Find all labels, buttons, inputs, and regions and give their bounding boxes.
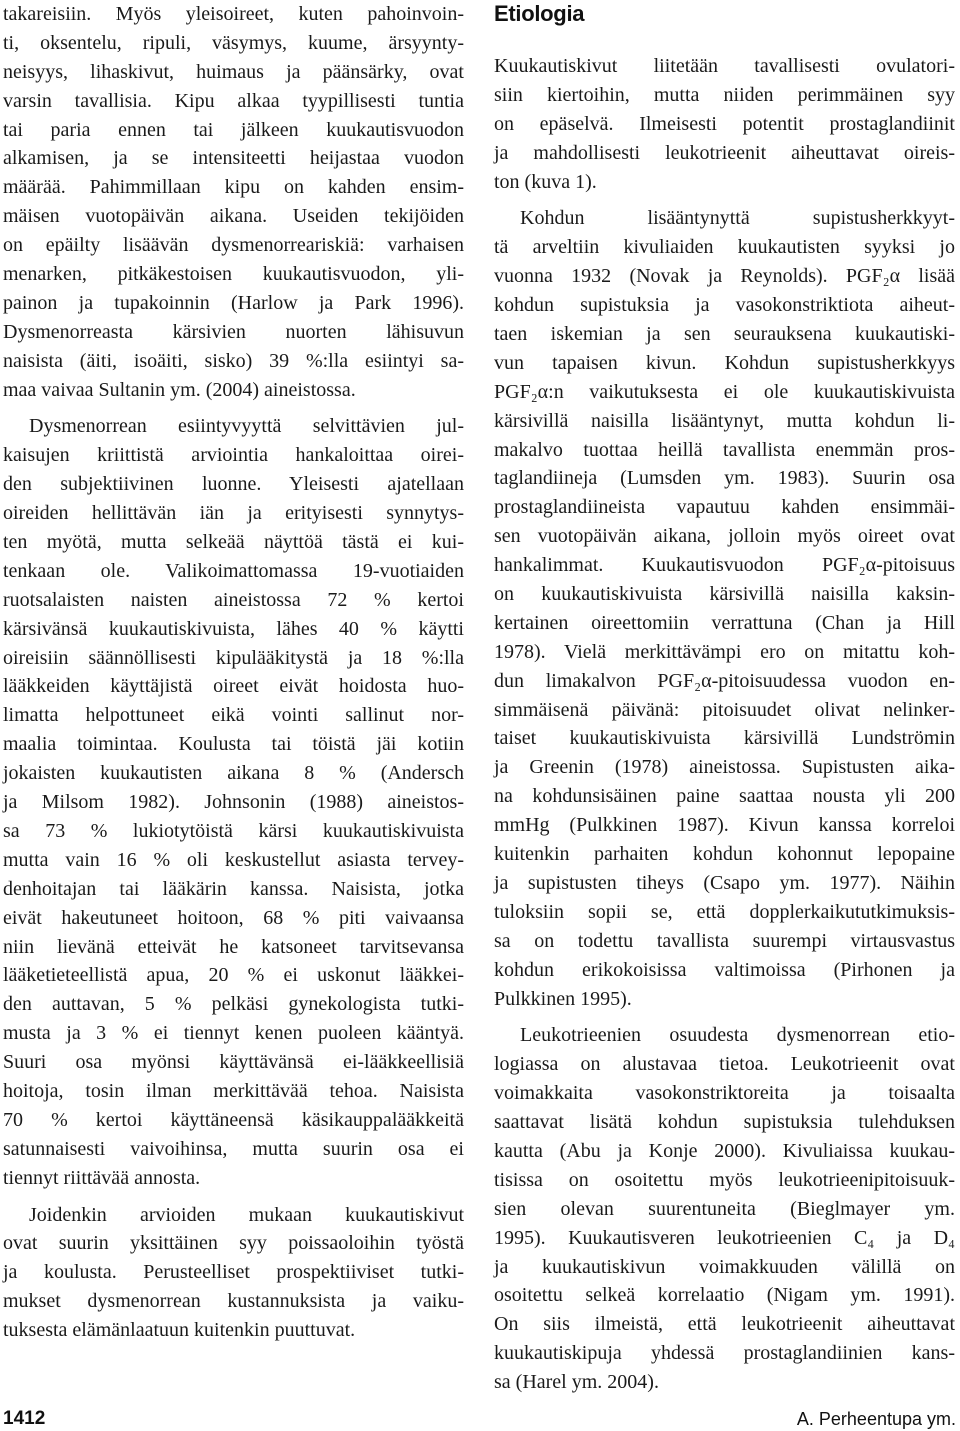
- text-line: PGF₂α:n vaikutuksesta ei ole kuukautiskivuista: [494, 380, 955, 403]
- text-line: määrää. Pahimmillaan kipu on kahden ensim-: [3, 176, 464, 199]
- text-line: lääkkeiden käyttäjistä oireet eivät hoidosta huo-: [3, 675, 464, 698]
- paragraph: [3, 1201, 464, 1345]
- text-line: siin kiertoihin, mutta niiden perimmäinen syy: [494, 83, 955, 106]
- text-line: mutta vain 16 % oli keskustellut asiasta tervey-: [3, 848, 464, 871]
- text-line: na kohdunsisäinen paine saattaa nousta yli 200: [494, 785, 955, 808]
- text-line: naisista (äiti, isoäiti, sisko) 39 %:lla esiintyi sa-: [3, 349, 464, 372]
- text-line: tiennyt riittävää annosta.: [3, 1166, 201, 1189]
- text-line: neisyys, lihaskivut, huimaus ja päänsärky, ovat: [3, 60, 464, 83]
- text-line: tuloksiin sopii se, että dopplerkaikututkimuksis-: [494, 900, 955, 923]
- text-line: Suuri osa myönsi käyttävänsä ei-lääkkeellisiä: [3, 1051, 464, 1074]
- paragraph: [3, 412, 464, 1192]
- text-line: oireisiin säännöllisesti kipulääkitystä ja 18 %:lla: [3, 646, 464, 669]
- text-line: sa (Harel ym. 2004).: [494, 1371, 659, 1394]
- text-line: mukset dysmenorrean kustannuksista ja vaiku-: [3, 1290, 464, 1313]
- text-line: satunnaisesti vaivoihinsa, mutta suurin osa ei: [3, 1137, 464, 1160]
- text-line: vun tapaisen kivun. Kohdun supistusherkkyys: [494, 351, 955, 374]
- text-line: menarken, pitkäkestoisen kuukautisvuodon, yli-: [3, 263, 464, 286]
- text-line: 70 % kertoi käyttäneensä käsikauppalääkkeitä: [3, 1108, 464, 1131]
- text-line: ovat suurin yksittäinen syy poissaoloihin työstä: [3, 1232, 464, 1255]
- text-line: logiassa on alustavaa tietoa. Leukotrieenit ovat: [494, 1053, 955, 1076]
- text-line: oireiden hellittävän iän ja erityisesti synnytys-: [3, 502, 464, 525]
- text-line: kautta (Abu ja Konje 2000). Kivuliaissa kuukau-: [494, 1139, 955, 1162]
- text-line: limatta helpottuneet eikä vointi sallinut nor-: [3, 704, 464, 727]
- text-line: ja Milsom 1982). Johnsonin (1988) aineistos-: [3, 791, 464, 814]
- text-line: kertainen oireettomiin verrattuna (Chan ja Hill: [494, 611, 955, 634]
- text-line: tenkaan ole. Valikoimattomassa 19-vuotiaiden: [3, 559, 464, 582]
- text-line: maa vaivaa Sultanin ym. (2004) aineistossa.: [3, 378, 356, 401]
- text-line: taen iskemian ja sen seurauksena kuukautiski-: [494, 323, 955, 346]
- text-line: vuonna 1932 (Novak ja Reynolds). PGF₂α lisää: [494, 265, 955, 288]
- paragraph-gap: [3, 404, 464, 412]
- text-line: kärsivänsä kuukautiskivuista, lähes 40 % käytti: [3, 617, 464, 640]
- text-line: 1978). Vielä merkittävämpi ero on mitattu koh-: [494, 640, 955, 663]
- text-line: den subjektiivinen luonne. Yleisesti ajatellaan: [3, 473, 464, 496]
- text-line: ruotsalaisten naisten aineistossa 72 % kertoi: [3, 588, 464, 611]
- text-line: ja koulusta. Perusteelliset prospektiiviset tutki-: [3, 1261, 464, 1284]
- paragraph-gap: [494, 1013, 955, 1021]
- text-line: sa 73 % lukiotytöistä kärsi kuukautiskivuista: [3, 819, 464, 842]
- text-line: Dysmenorrean esiintyvyyttä selvittävien jul-: [29, 415, 464, 438]
- text-line: Pulkkinen 1995).: [494, 987, 632, 1010]
- text-line: eivät hakeutuneet hoitoon, 68 % piti vaivaansa: [3, 906, 464, 929]
- text-line: On siis ilmeistä, että leukotrieenit aiheuttavat: [494, 1313, 955, 1336]
- text-line: sen vuotopäivän aikana, jolloin myös oireet ovat: [494, 525, 955, 548]
- paragraph: [494, 1021, 955, 1397]
- text-line: niin lievänä etteivät he katsoneet tarvitsevansa: [3, 935, 464, 958]
- text-line: sien olevan suurentuneita (Bieglmayer ym.: [494, 1197, 955, 1220]
- text-line: Leukotrieenien osuudesta dysmenorrean etio-: [520, 1024, 955, 1047]
- text-line: simmäisenä päivänä: pitoisuudet olivat nelinker-: [494, 698, 955, 721]
- paragraph: [3, 0, 464, 404]
- text-line: dun limakalvon PGF₂α-pitoisuudessa vuodon en-: [494, 669, 955, 692]
- text-line: sa on todettu tavallista suurempi virtausvastus: [494, 929, 955, 952]
- text-line: jokaisten kuukautisten aikana 8 % (Andersch: [3, 762, 464, 785]
- text-line: denhoitajan tai lääkärin kanssa. Naisista, jotka: [3, 877, 464, 900]
- page-number: 1412: [3, 1408, 46, 1429]
- text-line: tuksesta elämänlaatuun kuitenkin puuttuvat.: [3, 1319, 356, 1342]
- paragraph: [494, 52, 955, 196]
- running-footer-author: A. Perheentupa ym.: [796, 1409, 956, 1429]
- text-line: kaisujen kriittistä arviointia hankaloittaa oirei-: [3, 444, 464, 467]
- text-line: 1995). Kuukautisveren leukotrieenien C₄ ja D₄: [494, 1226, 955, 1249]
- text-line: kuitenkin parhaiten kohdun kohonnut lepopaine: [494, 843, 955, 866]
- text-line: mmHg (Pulkkinen 1987). Kivun kanssa korreloi: [494, 814, 955, 837]
- text-line: tä arveltiin kivuliaiden kuukautisten syyksi jo: [494, 236, 955, 259]
- text-line: Kohdun lisääntynyttä supistusherkkyyt-: [520, 207, 955, 230]
- text-line: Dysmenorreasta kärsivien nuorten lähisuvun: [3, 320, 464, 343]
- text-line: Joidenkin arvioiden mukaan kuukautiskivut: [29, 1203, 464, 1226]
- left-column: [3, 0, 464, 1345]
- text-line: kohdun erikokoisissa valtimoissa (Pirhonen ja: [494, 958, 955, 981]
- text-line: ti, oksentelu, ripuli, väsymys, kuume, ärsyynty-: [3, 31, 464, 54]
- text-line: Kuukautiskivut liitetään tavallisesti ovulatori-: [494, 55, 955, 77]
- text-line: tai paria ennen tai jälkeen kuukautisvuodon: [3, 118, 464, 141]
- text-line: musta ja 3 % ei tiennyt kenen puoleen kääntyä.: [3, 1022, 464, 1045]
- text-line: mäisen vuotopäivän aikana. Useiden tekijöiden: [3, 205, 464, 228]
- text-line: ja kuukautiskivun voimakkuuden välillä on: [494, 1255, 955, 1278]
- paragraph-gap: [494, 196, 955, 204]
- paragraph-gap: [3, 1193, 464, 1201]
- text-line: osoitettu selkeä korrelaatio (Nigam ym. 1991).: [494, 1284, 955, 1307]
- text-line: saattavat lisätä kohdun supistuksia tulehduksen: [494, 1111, 955, 1134]
- text-line: ton (kuva 1).: [494, 170, 597, 193]
- text-line: kuukautiskipuja yhdessä prostaglandiinien kans-: [494, 1342, 955, 1365]
- section-heading: Etiologia: [494, 1, 585, 26]
- text-line: tisissa on osoitettu myös leukotrieenipitoisuuk-: [494, 1168, 955, 1191]
- text-line: ja Greenin (1978) aineistossa. Supistusten aika-: [494, 756, 955, 779]
- text-line: on kuukautiskivuista kärsivillä naisilla kaksin-: [494, 583, 955, 606]
- text-line: maalia toimintaa. Koulusta tai töistä jäi kotiin: [3, 733, 464, 756]
- paragraph: [494, 204, 955, 1013]
- text-line: painon ja tupakoinnin (Harlow ja Park 1996).: [3, 291, 464, 314]
- text-line: kärsivillä naisilla lisääntynyt, mutta kohdun li-: [494, 409, 955, 432]
- text-line: ten myötä, mutta selkeää näyttöä tästä ei kui-: [3, 531, 464, 554]
- text-line: hoitoja, tosin ilman merkittävää tehoa. Naisista: [3, 1079, 464, 1102]
- text-line: varsin tavallisia. Kipu alkaa tyypillisesti tuntia: [3, 89, 464, 112]
- text-line: alkamisen, ja se intensiteetti heijastaa vuodon: [3, 147, 464, 170]
- text-line: voimakkaita vasokonstriktoreita ja toisaalta: [494, 1082, 955, 1105]
- text-line: ja mahdollisesti leukotrieenit aiheuttavat oireis-: [494, 141, 955, 164]
- text-line: takareisiin. Myös yleisoireet, kuten pahoinvoin-: [3, 3, 464, 25]
- text-line: taiset kuukautiskivuista kärsivillä Lundströmin: [494, 727, 955, 750]
- text-line: on epäilty lisäävän dysmenorreariskiä: varhaisen: [3, 234, 464, 257]
- right-column: [494, 0, 955, 1397]
- text-line: lääketieteellistä apua, 20 % ei uskonut lääkkei-: [3, 964, 464, 987]
- text-line: hankalimmat. Kuukautisvuodon PGF₂α-pitoisuus: [494, 554, 955, 577]
- text-line: on epäselvä. Ilmeisesti potentit prostaglandiinit: [494, 112, 955, 135]
- text-line: ja supistusten tiheys (Csapo ym. 1977). Näihin: [494, 871, 955, 894]
- text-line: den auttavan, 5 % pelkäsi gynekologista tutki-: [3, 993, 464, 1016]
- text-line: kohdun supistuksia ja vasokonstriktiota aiheut-: [494, 294, 955, 317]
- text-line: taglandiineja (Lumsden ym. 1983). Suurin osa: [494, 467, 955, 490]
- text-line: prostaglandiineista vapautuu kahden ensimmäi-: [494, 496, 955, 519]
- text-line: makalvo tuottaa heillä tavallista enemmän pros-: [494, 438, 955, 461]
